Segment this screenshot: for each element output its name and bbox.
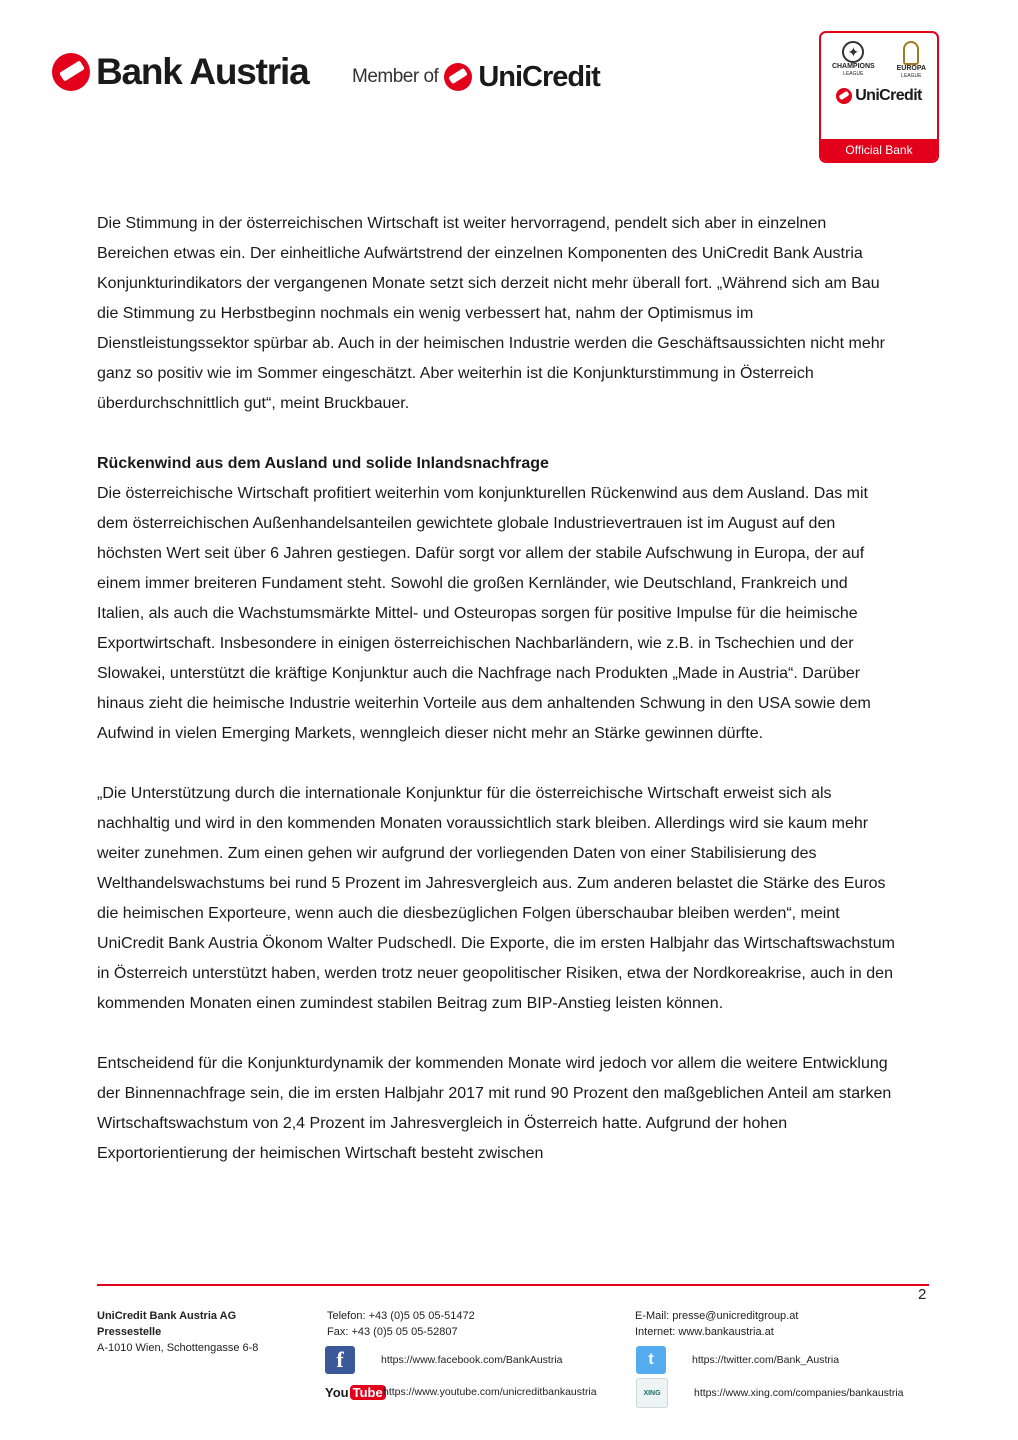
company-address: A-1010 Wien, Schottengasse 6-8 <box>97 1342 259 1354</box>
badge-unicredit-logo <box>821 87 937 105</box>
youtube-link[interactable] <box>325 1378 597 1406</box>
official-bank-label: Official Bank <box>821 139 937 161</box>
unicredit-mark-icon <box>444 63 472 91</box>
member-of-unicredit <box>352 60 600 94</box>
trophy-icon <box>903 41 919 65</box>
unicredit-mark-icon <box>836 88 852 104</box>
facebook-icon[interactable]: f <box>325 1346 355 1374</box>
brand-name: Bank Austria <box>96 51 309 92</box>
facebook-link[interactable] <box>325 1346 563 1374</box>
youtube-url[interactable]: https://www.youtube.com/unicreditbankaustria <box>383 1386 597 1398</box>
footer-divider <box>97 1284 929 1286</box>
paragraph: Die Stimmung in der österreichischen Wirtschaft ist weiter hervorragend, pendelt sich aber in einzelnen Bereichen etwas ein. Der einheitliche Aufwärtstrend der einzelnen Komponenten des UniCredit Bank Austria Konjunkturindikators der vergangenen Monate setzt sich derzeit nicht mehr überall fort. „Während sich am Bau die Stimmung zu Herbstbeginn nochmals ein wenig verbessert hat, nahm der Optimismus im Dienstleistungssektor spürbar ab. Auch in der heimischen Industrie werden die Geschäftsaussichten nicht mehr ganz so positiv wie im Sommer eingeschätzt. Aber weiterhin ist die Konjunkturstimmung in Österreich überdurchschnittlich gut“, meint Bruckbauer. <box>97 215 885 412</box>
parent-brand-name: UniCredit <box>478 60 600 93</box>
footer-contact-block <box>635 1308 798 1340</box>
europa-league-logo <box>897 41 926 79</box>
company-name: UniCredit Bank Austria AG <box>97 1310 237 1322</box>
section-heading: Rückenwind aus dem Ausland und solide Inlandsnachfrage <box>97 455 549 472</box>
official-bank-badge <box>819 31 939 163</box>
bank-austria-logo <box>52 52 308 92</box>
fax-number: Fax: +43 (0)5 05 05-52807 <box>327 1326 458 1338</box>
website-address[interactable]: Internet: www.bankaustria.at <box>635 1326 774 1338</box>
member-of-label: Member of <box>352 66 439 87</box>
document-body <box>97 209 897 1199</box>
xing-url[interactable]: https://www.xing.com/companies/bankaustria <box>694 1387 904 1399</box>
paragraph: Entscheidend für die Konjunkturdynamik der kommenden Monate wird jedoch vor allem die weitere Entwicklung der Binnennachfrage sein, die im ersten Halbjahr 2017 mit rund 90 Prozent den maßgeblichen Anteil am starken Wirtschaftswachstum von 2,4 Prozent im Jahresvergleich in Österreich hatte. Aufgrund der hohen Exportorientierung der heimischen Wirtschaft besteht zwischen <box>97 1055 892 1162</box>
twitter-url[interactable]: https://twitter.com/Bank_Austria <box>692 1354 840 1366</box>
football-icon: ✦ <box>842 41 864 63</box>
phone-number: Telefon: +43 (0)5 05 05-51472 <box>327 1310 475 1322</box>
xing-icon[interactable]: XING <box>636 1378 668 1408</box>
youtube-icon-tube: Tube <box>350 1385 386 1400</box>
department-name: Pressestelle <box>97 1326 162 1338</box>
youtube-icon[interactable] <box>325 1378 383 1406</box>
footer-company-block <box>97 1308 258 1356</box>
page-number: 2 <box>918 1286 927 1303</box>
champions-league-sublabel: LEAGUE <box>843 71 864 77</box>
europa-league-label: EUROPA <box>896 65 927 72</box>
badge-brand-name: UniCredit <box>855 87 922 104</box>
twitter-icon[interactable]: t <box>636 1346 666 1374</box>
twitter-link[interactable] <box>636 1346 839 1374</box>
youtube-icon-you: You <box>325 1384 349 1400</box>
champions-league-label: CHAMPIONS <box>831 63 875 70</box>
champions-league-logo <box>832 41 875 79</box>
europa-league-sublabel: LEAGUE <box>901 73 922 79</box>
footer-phone-block <box>327 1308 475 1340</box>
xing-link[interactable] <box>636 1378 904 1408</box>
paragraph: „Die Unterstützung durch die internationale Konjunktur für die österreichische Wirtschaft erweist sich als nachhaltig und wird in den kommenden Monaten voraussichtlich stark bleiben. Allerdings wird sie kaum mehr weiter zunehmen. Zum einen gehen wir aufgrund der vorliegenden Daten von einer Stabilisierung des Welthandelswachstums bei rund 5 Prozent im Jahresvergleich aus. Zum anderen belastet die Stärke des Euros die heimischen Exporteure, wenn auch die diesbezüglichen Folgen überschaubar bleiben werden“, meint UniCredit Bank Austria Ökonom Walter Pudschedl. Die Exporte, die im ersten Halbjahr das Wirtschaftswachstum in Österreich unterstützt haben, werden trotz neuer geopolitischer Risiken, etwa der Nordkoreakrise, auch in den kommenden Monaten einen zumindest stabilen Beitrag zum BIP-Anstieg leisten können. <box>97 785 895 1012</box>
unicredit-mark-icon <box>52 53 90 91</box>
email-address[interactable]: E-Mail: presse@unicreditgroup.at <box>635 1310 799 1322</box>
facebook-url[interactable]: https://www.facebook.com/BankAustria <box>381 1354 563 1366</box>
paragraph: Die österreichische Wirtschaft profitiert weiterhin vom konjunkturellen Rückenwind aus dem Ausland. Das mit dem österreichischen Außenhandelsanteilen gewichtete globale Industrievertrauen ist im August auf den höchsten Wert seit über 6 Jahren gestiegen. Dafür sorgt vor allem der stabile Aufschwung in Europa, der auf einem immer breiteren Fundament steht. Sowohl die großen Kernländer, wie Deutschland, Frankreich und Italien, als auch die Wachstumsmärkte Mittel- und Osteuropas sorgen für positive Impulse für die heimische Exportwirtschaft. Insbesondere in einigen österreichischen Nachbarländern, wie z.B. in Tschechien und der Slowakei, unterstützt die kräftige Konjunktur auch die Nachfrage nach Produkten „Made in Austria“. Darüber hinaus zieht die heimische Industrie weiterhin Vorteile aus dem anhaltenden Schwung in den USA sowie dem Aufwind in vielen Emerging Markets, wenngleich dieser nicht mehr an Stärke gewinnen dürfte. <box>97 485 871 742</box>
